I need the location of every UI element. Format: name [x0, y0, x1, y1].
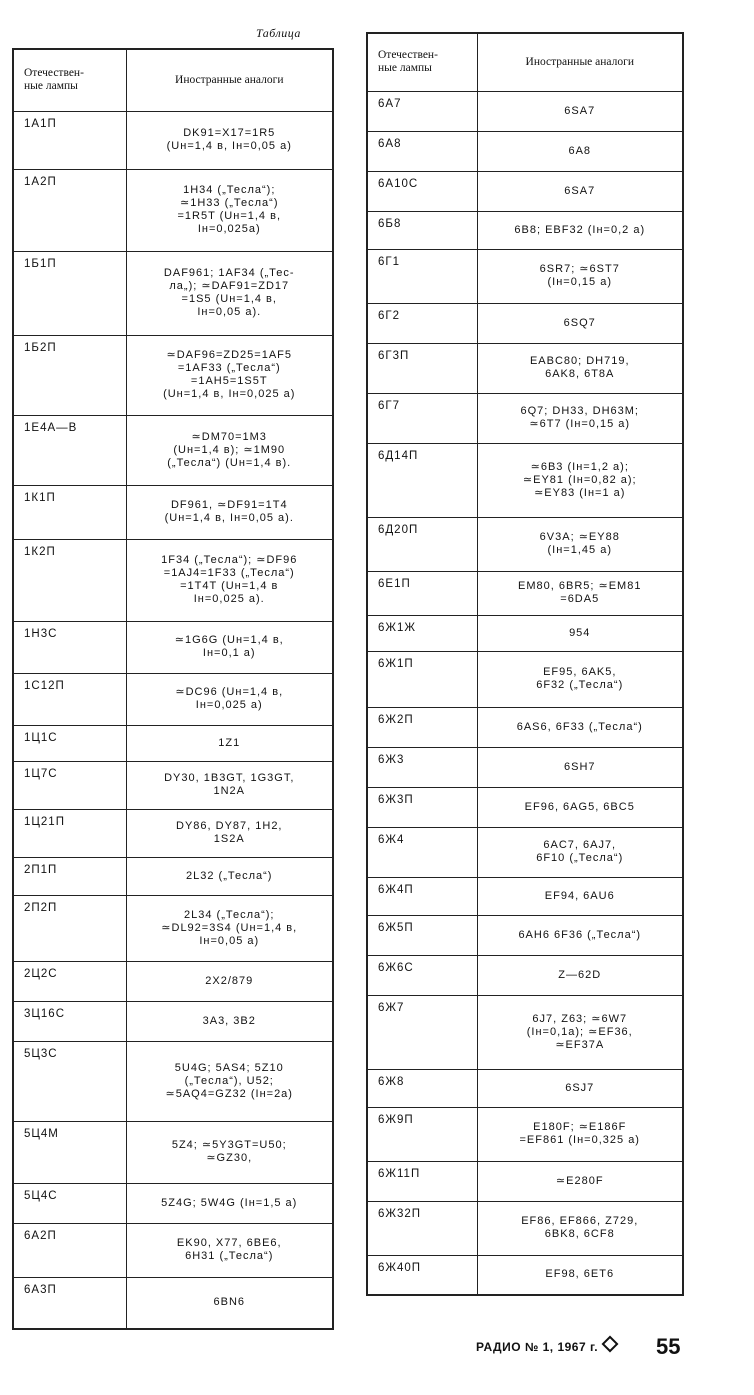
foreign-analogs: 1F34 („Тесла“); ≃DF96 =1AJ4=1F33 („Тесла“) =1T4T (Uн=1,4 в Iн=0,025 а). — [126, 539, 333, 621]
table-row — [367, 1201, 683, 1255]
table-row — [13, 251, 333, 335]
lamp-designation: 1С12П — [13, 673, 126, 725]
journal-footer — [476, 1338, 626, 1354]
table-row — [367, 1161, 683, 1201]
table-row — [13, 761, 333, 809]
foreign-analogs: EF94, 6AU6 — [477, 877, 683, 915]
foreign-analogs: 6J7, Z63; ≃6W7 (Iн=0,1а); ≃EF36, ≃EF37A — [477, 995, 683, 1069]
lamp-designation: 1Н3С — [13, 621, 126, 673]
journal-issue: РАДИО № 1, 1967 г. — [476, 1340, 599, 1354]
lamp-designation: 6А2П — [13, 1223, 126, 1277]
lamp-designation: 1Ц21П — [13, 809, 126, 857]
foreign-analogs: E180F; ≃E186F =EF861 (Iн=0,325 а) — [477, 1107, 683, 1161]
foreign-analogs: ≃DM70=1M3 (Uн=1,4 в); ≃1M90 („Тесла“) (Uн=1,4 в). — [126, 415, 333, 485]
lamp-designation: 6Г7 — [367, 393, 477, 443]
foreign-analogs: 6AH6 6F36 („Тесла“) — [477, 915, 683, 955]
lamp-designation: 6Ж4П — [367, 877, 477, 915]
page-number: 55 — [656, 1334, 681, 1359]
lamp-designation: 1А2П — [13, 169, 126, 251]
lamp-designation: 6Д20П — [367, 517, 477, 571]
lamp-designation: 6Д14П — [367, 443, 477, 517]
foreign-analogs: 6AS6, 6F33 („Тесла“) — [477, 707, 683, 747]
table-row — [13, 1183, 333, 1223]
foreign-analogs: 6SA7 — [477, 91, 683, 131]
lamp-designation: 6Ж8 — [367, 1069, 477, 1107]
table-row — [13, 1121, 333, 1183]
lamp-designation: 1Ц7С — [13, 761, 126, 809]
diamond-icon — [602, 1336, 619, 1353]
foreign-analogs: EABC80; DH719, 6AK8, 6T8A — [477, 343, 683, 393]
table-row — [13, 415, 333, 485]
foreign-analogs: 5Z4G; 5W4G (Iн=1,5 а) — [126, 1183, 333, 1223]
foreign-analogs: 954 — [477, 615, 683, 651]
lamp-designation: 6Ж9П — [367, 1107, 477, 1161]
lamp-designation: 6Ж2П — [367, 707, 477, 747]
foreign-analogs: 6B8; EBF32 (Iн=0,2 а) — [477, 211, 683, 249]
lamp-designation: 6Ж7 — [367, 995, 477, 1069]
lamp-designation: 6Ж3 — [367, 747, 477, 787]
table-row — [367, 303, 683, 343]
foreign-analogs: DF961, ≃DF91=1T4 (Uн=1,4 в, Iн=0,05 а). — [126, 485, 333, 539]
foreign-analogs: 6SR7; ≃6ST7 (Iн=0,15 а) — [477, 249, 683, 303]
table-row — [367, 343, 683, 393]
foreign-analogs: DY86, DY87, 1H2, 1S2A — [126, 809, 333, 857]
table-row — [367, 1255, 683, 1295]
lamp-designation: 6Ж4 — [367, 827, 477, 877]
table-row — [367, 1069, 683, 1107]
lamp-designation: 6Е1П — [367, 571, 477, 615]
left-lamp-table — [12, 48, 334, 1330]
foreign-analogs: 3A3, 3B2 — [126, 1001, 333, 1041]
lamp-designation: 5Ц3С — [13, 1041, 126, 1121]
right-lamp-table — [366, 32, 684, 1296]
header-domestic-lamps: Отечествен- ные лампы — [13, 49, 126, 111]
table-row — [367, 747, 683, 787]
foreign-analogs: 2X2/879 — [126, 961, 333, 1001]
table-row — [13, 857, 333, 895]
foreign-analogs: 6AC7, 6AJ7, 6F10 („Тесла“) — [477, 827, 683, 877]
lamp-designation: 6Ж40П — [367, 1255, 477, 1295]
table-row — [367, 651, 683, 707]
table-row — [367, 171, 683, 211]
foreign-analogs: EK90, X77, 6BE6, 6H31 („Тесла“) — [126, 1223, 333, 1277]
foreign-analogs: 6V3A; ≃EY88 (Iн=1,45 а) — [477, 517, 683, 571]
lamp-designation: 6А10С — [367, 171, 477, 211]
foreign-analogs: 5U4G; 5AS4; 5Z10 („Тесла“), U52; ≃5AQ4=GZ32 (Iн=2а) — [126, 1041, 333, 1121]
table-row — [13, 895, 333, 961]
foreign-analogs: 1H34 („Тесла“); ≃1H33 („Тесла“) =1R5T (Uн=1,4 в, Iн=0,025а) — [126, 169, 333, 251]
table-row — [367, 995, 683, 1069]
table-row — [367, 443, 683, 517]
foreign-analogs: DAF961; 1AF34 („Тес- ла„); ≃DAF91=ZD17 =1S5 (Uн=1,4 в, Iн=0,05 а). — [126, 251, 333, 335]
foreign-analogs: EM80, 6BR5; ≃EM81 =6DA5 — [477, 571, 683, 615]
table-row — [13, 673, 333, 725]
table-row — [367, 827, 683, 877]
table-row — [13, 961, 333, 1001]
table-row — [13, 1001, 333, 1041]
foreign-analogs: 6SA7 — [477, 171, 683, 211]
foreign-analogs: 1Z1 — [126, 725, 333, 761]
table-row — [13, 725, 333, 761]
table-row — [13, 485, 333, 539]
table-row — [367, 249, 683, 303]
foreign-analogs: ≃DAF96=ZD25=1AF5 =1AF33 („Тесла“) =1AH5=1S5T (Uн=1,4 в, Iн=0,025 а) — [126, 335, 333, 415]
foreign-analogs: EF95, 6AK5, 6F32 („Тесла“) — [477, 651, 683, 707]
lamp-designation: 1Б2П — [13, 335, 126, 415]
foreign-analogs: 6A8 — [477, 131, 683, 171]
lamp-designation: 6Ж5П — [367, 915, 477, 955]
table-row — [367, 131, 683, 171]
lamp-designation: 1Е4А—В — [13, 415, 126, 485]
table-row — [367, 707, 683, 747]
table-row — [13, 539, 333, 621]
foreign-analogs: ≃6B3 (Iн=1,2 а); ≃EY81 (Iн=0,82 а); ≃EY83 (Iн=1 а) — [477, 443, 683, 517]
table-row — [367, 955, 683, 995]
table-row — [13, 1223, 333, 1277]
lamp-designation: 1Б1П — [13, 251, 126, 335]
table-caption: Таблица — [256, 26, 301, 40]
lamp-designation: 5Ц4С — [13, 1183, 126, 1223]
table-row — [13, 111, 333, 169]
table-row — [13, 1041, 333, 1121]
lamp-designation: 6Ж6С — [367, 955, 477, 995]
foreign-analogs: 2L34 („Тесла“); ≃DL92=3S4 (Uн=1,4 в, Iн=0,05 а) — [126, 895, 333, 961]
table-row — [13, 809, 333, 857]
header-foreign-analogs: Иностранные аналоги — [477, 33, 683, 91]
table-row — [13, 621, 333, 673]
table-row — [367, 91, 683, 131]
lamp-designation: 6А7 — [367, 91, 477, 131]
foreign-analogs: EF96, 6AG5, 6BC5 — [477, 787, 683, 827]
table-row — [367, 1107, 683, 1161]
lamp-designation: 6Г2 — [367, 303, 477, 343]
lamp-designation: 6Ж1Ж — [367, 615, 477, 651]
table-row — [367, 517, 683, 571]
lamp-designation: 1А1П — [13, 111, 126, 169]
table-row — [13, 169, 333, 251]
foreign-analogs: Z—62D — [477, 955, 683, 995]
lamp-designation: 5Ц4М — [13, 1121, 126, 1183]
table-row — [367, 571, 683, 615]
foreign-analogs: ≃DC96 (Uн=1,4 в, Iн=0,025 а) — [126, 673, 333, 725]
header-foreign-analogs: Иностранные аналоги — [126, 49, 333, 111]
foreign-analogs: ≃E280F — [477, 1161, 683, 1201]
foreign-analogs: 6SJ7 — [477, 1069, 683, 1107]
foreign-analogs: ≃1G6G (Uн=1,4 в, Iн=0,1 а) — [126, 621, 333, 673]
foreign-analogs: EF98, 6ET6 — [477, 1255, 683, 1295]
lamp-designation: 6Ж3П — [367, 787, 477, 827]
table-row — [367, 877, 683, 915]
lamp-designation: 6Ж32П — [367, 1201, 477, 1255]
table-row — [13, 335, 333, 415]
foreign-analogs: 6SQ7 — [477, 303, 683, 343]
foreign-analogs: DK91=X17=1R5 (Uн=1,4 в, Iн=0,05 а) — [126, 111, 333, 169]
lamp-designation: 6Г3П — [367, 343, 477, 393]
table-row — [367, 915, 683, 955]
table-row — [13, 1277, 333, 1329]
lamp-designation: 6А3П — [13, 1277, 126, 1329]
lamp-designation: 6Г1 — [367, 249, 477, 303]
lamp-designation: 2Ц2С — [13, 961, 126, 1001]
lamp-designation: 1К1П — [13, 485, 126, 539]
table-row — [367, 615, 683, 651]
foreign-analogs: 6Q7; DH33, DH63M; ≃6T7 (Iн=0,15 а) — [477, 393, 683, 443]
table-row — [367, 787, 683, 827]
foreign-analogs: DY30, 1B3GT, 1G3GT, 1N2A — [126, 761, 333, 809]
foreign-analogs: 5Z4; ≃5Y3GT=U50; ≃GZ30, — [126, 1121, 333, 1183]
lamp-designation: 6Ж1П — [367, 651, 477, 707]
lamp-designation: 6А8 — [367, 131, 477, 171]
lamp-designation: 1Ц1С — [13, 725, 126, 761]
lamp-designation: 6Б8 — [367, 211, 477, 249]
lamp-designation: 6Ж11П — [367, 1161, 477, 1201]
foreign-analogs: EF86, EF866, Z729, 6BK8, 6CF8 — [477, 1201, 683, 1255]
table-row — [367, 393, 683, 443]
lamp-designation: 2П2П — [13, 895, 126, 961]
lamp-designation: 2П1П — [13, 857, 126, 895]
foreign-analogs: 2L32 („Тесла“) — [126, 857, 333, 895]
foreign-analogs: 6BN6 — [126, 1277, 333, 1329]
header-domestic-lamps: Отечествен- ные лампы — [367, 33, 477, 91]
foreign-analogs: 6SH7 — [477, 747, 683, 787]
table-row — [367, 211, 683, 249]
lamp-designation: 1К2П — [13, 539, 126, 621]
lamp-designation: 3Ц16С — [13, 1001, 126, 1041]
